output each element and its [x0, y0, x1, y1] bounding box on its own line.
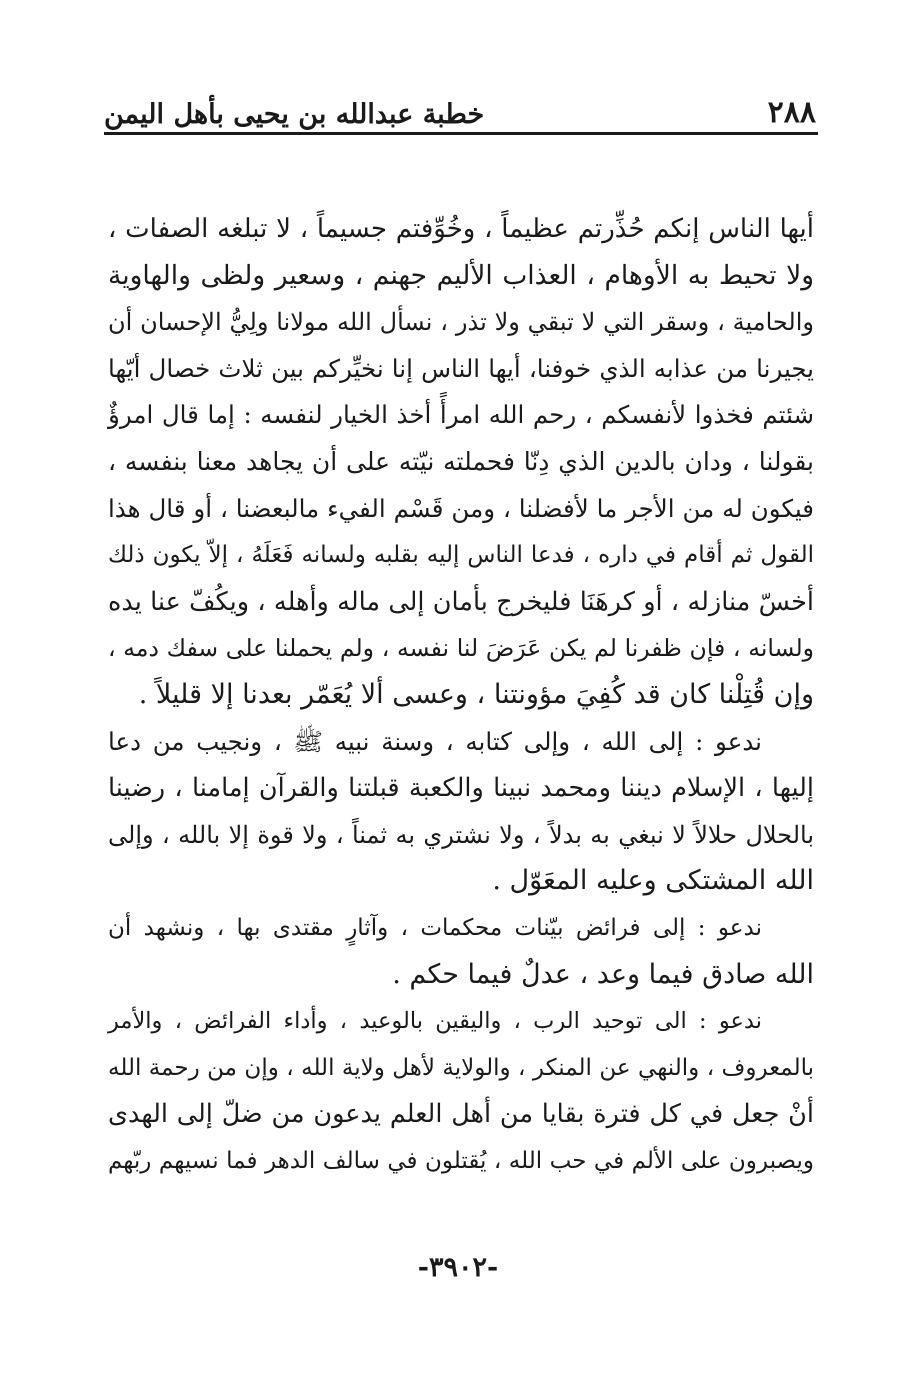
body-text	[108, 206, 814, 1184]
footer-page-marker: -٣٩٠٢-	[417, 1252, 499, 1283]
text-line: بالمعروف ، والنهي عن المنكر ، والولاية لأهل ولاية الله ، وإن من رحمة الله	[108, 1054, 814, 1081]
text-line: الله صادق فيما وعد ، عدلٌ فيما حكم .	[392, 958, 814, 990]
text-line: بقولنا ، ودان بالدين الذي دِنّا فحملته نيّته على أن يجاهد معنا بنفسه ،	[108, 446, 814, 476]
text-line: والحامية ، وسقر التي لا تبقي ولا تذر ، نسأل الله مولانا ولِيُّ الإحسان أن	[108, 308, 814, 337]
paragraph-4	[108, 998, 814, 1184]
paragraph-1	[108, 206, 814, 719]
text-line: أخسّ منازله ، أو كرهَنَا فليخرج بأمان إلى ماله وأهله ، ويكُفّ عنا يده	[108, 586, 814, 617]
page-number: ٢٨٨	[767, 95, 816, 130]
text-line: الله المشتكى وعليه المعَوّل .	[492, 865, 814, 897]
paragraph-2	[108, 719, 814, 905]
text-line: ويصبرون على الألم في حب الله ، يُقتلون في سالف الدهر فما نسيهم ربّهم	[108, 1147, 814, 1174]
text-line: إليها ، الإسلام ديننا ومحمد نبينا والكعبة قبلتنا والقرآن إمامنا ، رضينا	[108, 773, 814, 804]
text-line: وإن قُتِلْنا كان قد كُفِيَ مؤونتنا ، وعسى ألا يُعَمّر بعدنا إلا قليلاً .	[138, 678, 814, 710]
text-line: أيها الناس إنكم حُذِّرتم عظيماً ، وخُوِّفتم جسيماً ، لا تبلغه الصفات ،	[108, 214, 814, 244]
text-line: يجيرنا من عذابه الذي خوفنا، أيها الناس إنا نخيِّركم بين ثلاث خصال أيّها	[108, 353, 814, 383]
text-line: القول ثم أقام في داره ، فدعا الناس إليه بقلبه ولسانه فَعَلَهُ ، إلاّ يكون ذلك	[108, 542, 814, 569]
text-line: ولا تحيط به الأوهام ، العذاب الأليم جهنم ، وسعير ولظى والهاوية	[108, 259, 814, 291]
text-line: أنْ جعل في كل فترة بقايا من أهل العلم يدعون من ضلّ إلى الهدى	[108, 1099, 814, 1130]
running-title: خطبة عبدالله بن يحيى بأهل اليمن	[104, 99, 485, 130]
text-line: ندعو : الى توحيد الرب ، واليقين بالوعيد ، وأداء الفرائض ، والأمر	[108, 1008, 762, 1035]
paragraph-3	[108, 905, 814, 998]
header-rule	[104, 132, 818, 135]
text-line: ندعو : إلى الله ، وإلى كتابه ، وسنة نبيه ﷺ ، ونجيب من دعا	[108, 726, 762, 756]
text-line: شئتم فخذوا لأنفسكم ، رحم الله امرأً أخذ الخيار لنفسه : إما قال امرؤٌ	[108, 400, 814, 430]
page-header	[104, 82, 816, 128]
text-line: فيكون له من الأجر ما لأفضلنا ، ومن قَسْم الفيء مالبعضنا ، أو قال هذا	[108, 493, 814, 523]
text-line: ولسانه ، فإن ظفرنا لم يكن عَرَضَ لنا نفسه ، ولم يحملنا على سفك دمه ،	[108, 634, 814, 663]
text-line: بالحلال حلالاً لا نبغي به بدلاً ، ولا نشتري به ثمناً ، ولا قوة إلا بالله ، وإلى	[108, 820, 814, 849]
text-line: ندعو : إلى فرائض بيّنات محكمات ، وآثارٍ مقتدى بها ، ونشهد أن	[108, 914, 762, 941]
